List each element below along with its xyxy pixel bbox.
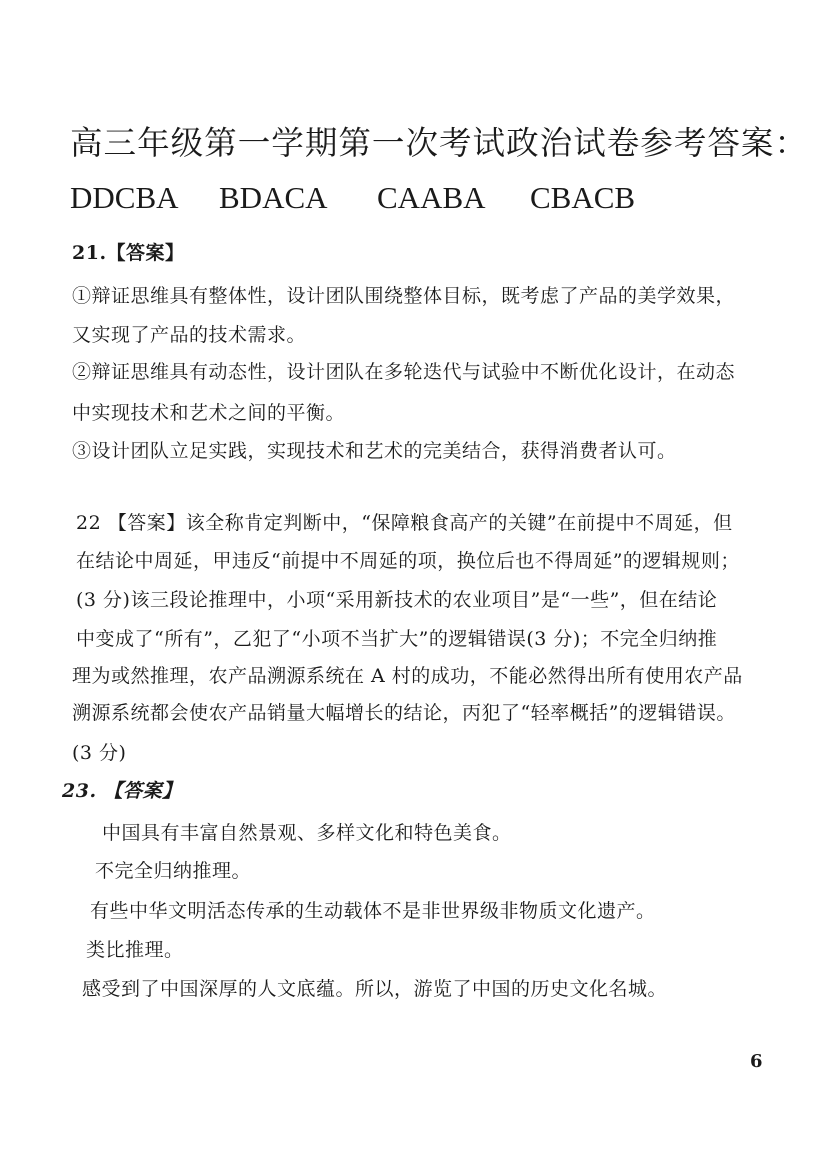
q21-line: 又实现了产品的技术需求。 (72, 324, 307, 346)
q23-line: 中国具有丰富自然景观、多样文化和特色美食。 (102, 822, 512, 844)
q21-line: 中实现技术和艺术之间的平衡。 (72, 402, 346, 424)
q22-line: (3 分) (72, 742, 127, 764)
q22-line: 溯源系统都会使农产品销量大幅增长的结论，丙犯了“轻率概括”的逻辑错误。 (72, 702, 736, 724)
page-number: 6 (750, 1051, 763, 1072)
q23-line: 感受到了中国深厚的人文底蕴。所以，游览了中国的历史文化名城。 (82, 978, 668, 1000)
mc-answers-6-10: BDACA (219, 180, 328, 215)
q23-line: 有些中华文明活态传承的生动载体不是非世界级非物质文化遗产。 (90, 900, 656, 922)
q22-line: 在结论中周延，甲违反“前提中不周延的项，换位后也不得周延”的逻辑规则； (76, 550, 740, 572)
q22-line: 22 【答案】该全称肯定判断中，“保障粮食高产的关键”在前提中不周延，但 (76, 512, 733, 534)
q23-heading: 23. 【答案】 (62, 780, 182, 802)
q21-line: ①辩证思维具有整体性，设计团队围绕整体目标，既考虑了产品的美学效果， (72, 285, 736, 307)
q23-line: 不完全归纳推理。 (95, 860, 252, 882)
q23-line: 类比推理。 (86, 939, 184, 961)
mc-answers-1-5: DDCBA (70, 180, 179, 215)
mc-answers-11-15: CAABA (377, 180, 486, 215)
mc-answers-16-20: CBACB (530, 180, 636, 215)
q21-line: ②辩证思维具有动态性，设计团队在多轮迭代与试验中不断优化设计，在动态 (72, 361, 736, 383)
page-title: 高三年级第一学期第一次考试政治试卷参考答案： (70, 124, 809, 162)
q21-heading: 21.【答案】 (72, 242, 185, 264)
q22-line: 中变成了“所有”，乙犯了“小项不当扩大”的逻辑错误(3 分)；不完全归纳推 (76, 628, 718, 650)
q22-line: (3 分)该三段论推理中，小项“采用新技术的农业项目”是“一些”，但在结论 (76, 589, 718, 611)
q21-line: ③设计团队立足实践，实现技术和艺术的完美结合，获得消费者认可。 (72, 440, 677, 462)
q22-line: 理为或然推理，农产品溯源系统在 A 村的成功，不能必然得出所有使用农产品 (72, 665, 743, 687)
